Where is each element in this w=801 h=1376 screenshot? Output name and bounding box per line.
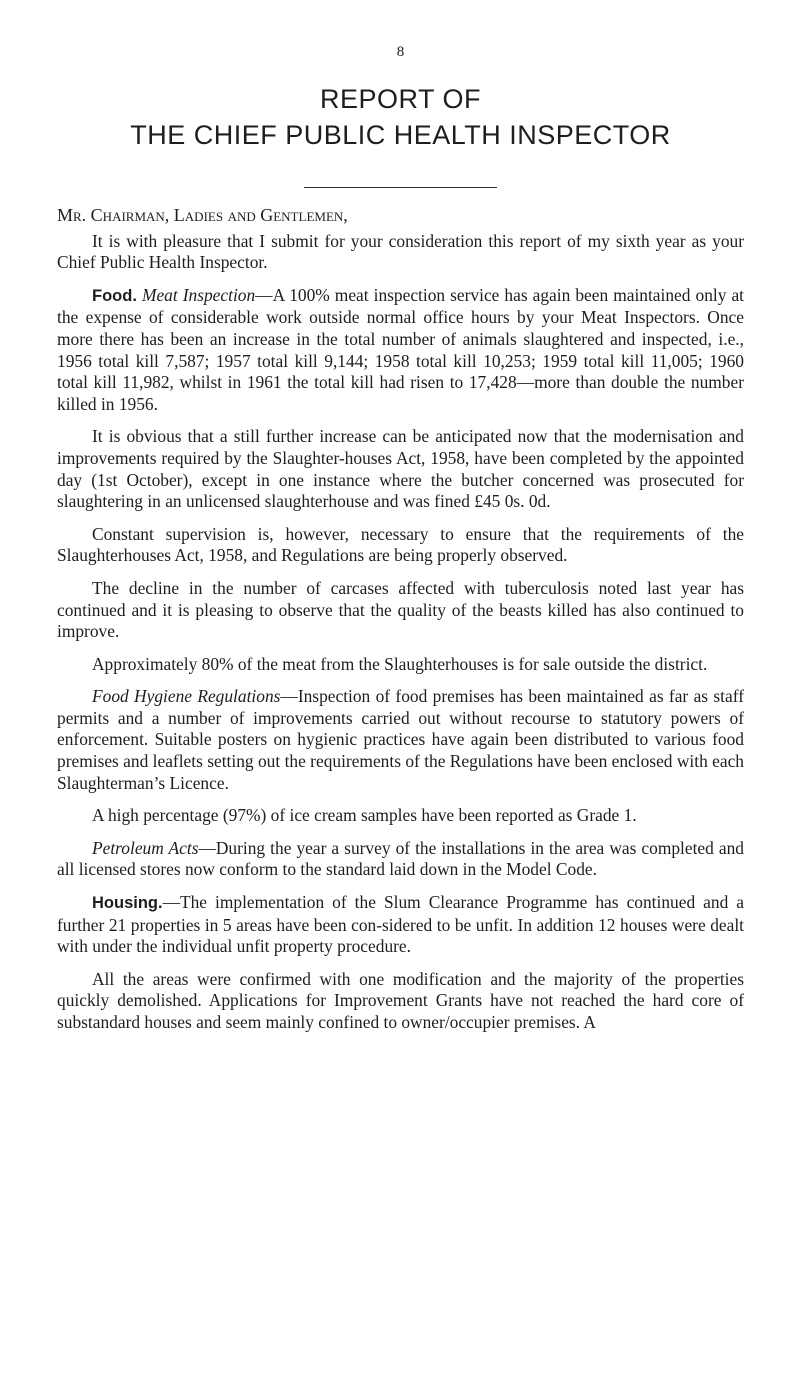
housing-heading: Housing. <box>92 894 163 913</box>
report-body <box>57 205 744 1045</box>
salutation: Mr. Chairman, Ladies and Gentlemen, <box>57 205 348 225</box>
meat-inspection-subheading: Meat Inspection <box>141 284 256 305</box>
ice-cream-paragraph: A high percentage (97%) of ice cream samples have been reported as Grade 1. <box>92 805 637 826</box>
page-number: 8 <box>396 44 405 60</box>
food-hygiene-subheading: Food Hygiene Regulations <box>92 686 281 707</box>
food-hygiene-text: —Inspection of food premises has been maintained as far as staff permits and a number of improvements carried out without recourse to statutory powers of enforcement. Suitable posters on hygienic practices have again been distributed to various food premises and leaflets setting out the requirements of the Regulations have been enclosed with each Slaughterman’s Licence. <box>57 686 744 793</box>
report-title-line-1: REPORT OF <box>319 84 482 114</box>
meat-sale-paragraph: Approximately 80% of the meat from the Slaughterhouses is for sale outside the district. <box>92 653 708 674</box>
food-hygiene-paragraph <box>57 686 744 794</box>
slaughterhouse-increase-paragraph: It is obvious that a still further increase can be anticipated now that the modernisation and improvements required by the Slaughter-houses Act, 1958, have been completed by the appointed day (1st October), except in one instance where the butcher concerned was prosecuted for slaughtering in an unlicensed slaughterhouse and was fined £45 0s. 0d. <box>57 426 744 512</box>
report-title-line-2: THE CHIEF PUBLIC HEALTH INSPECTOR <box>130 120 671 150</box>
meat-inspection-text: —A 100% meat inspection service has again been maintained only at the expense of considerable work outside normal office hours by your Meat Inspectors. Once more there has been an increase in the total number of animals slaughtered and inspected, i.e., 1956 total kill 7,587; 1957 total kill 9,144; 1958 total kill 10,253; 1959 total kill 11,005; 1960 total kill 11,982, whilst in 1961 the total kill had risen to 17,428—more than double the number killed in 1956. <box>57 284 744 414</box>
housing-areas-paragraph: All the areas were confirmed with one modification and the majority of the properties quickly demolished. Applications for Improvement Grants have not reached the hard core of substandard houses and seem mainly confined to owner/occupier premises. A <box>57 968 744 1032</box>
housing-paragraph <box>57 892 744 958</box>
supervision-paragraph: Constant supervision is, however, necessary to ensure that the requirements of the Slaughterhouses Act, 1958, and Regulations are being properly observed. <box>57 523 744 566</box>
petroleum-paragraph <box>57 838 744 881</box>
tuberculosis-paragraph: The decline in the number of carcases affected with tuberculosis noted last year has continued and it is pleasing to observe that the quality of the beasts killed has also continued to improve. <box>57 577 744 642</box>
intro-paragraph: It is with pleasure that I submit for your consideration this report of my sixth year as your Chief Public Health Inspector. <box>57 230 744 273</box>
food-heading: Food. <box>92 286 137 305</box>
meat-inspection-paragraph <box>57 285 744 416</box>
housing-text: —The implementation of the Slum Clearance Programme has continued and a further 21 properties in 5 areas have been con-sidered to be unfit. In addition 12 houses were dealt with under the individual unfit property procedure. <box>57 892 744 957</box>
petroleum-subheading: Petroleum Acts <box>92 837 199 858</box>
petroleum-text: —During the year a survey of the installations in the area was completed and all licensed stores now conform to the standard laid down in the Model Code. <box>57 837 744 880</box>
title-divider <box>304 187 497 188</box>
